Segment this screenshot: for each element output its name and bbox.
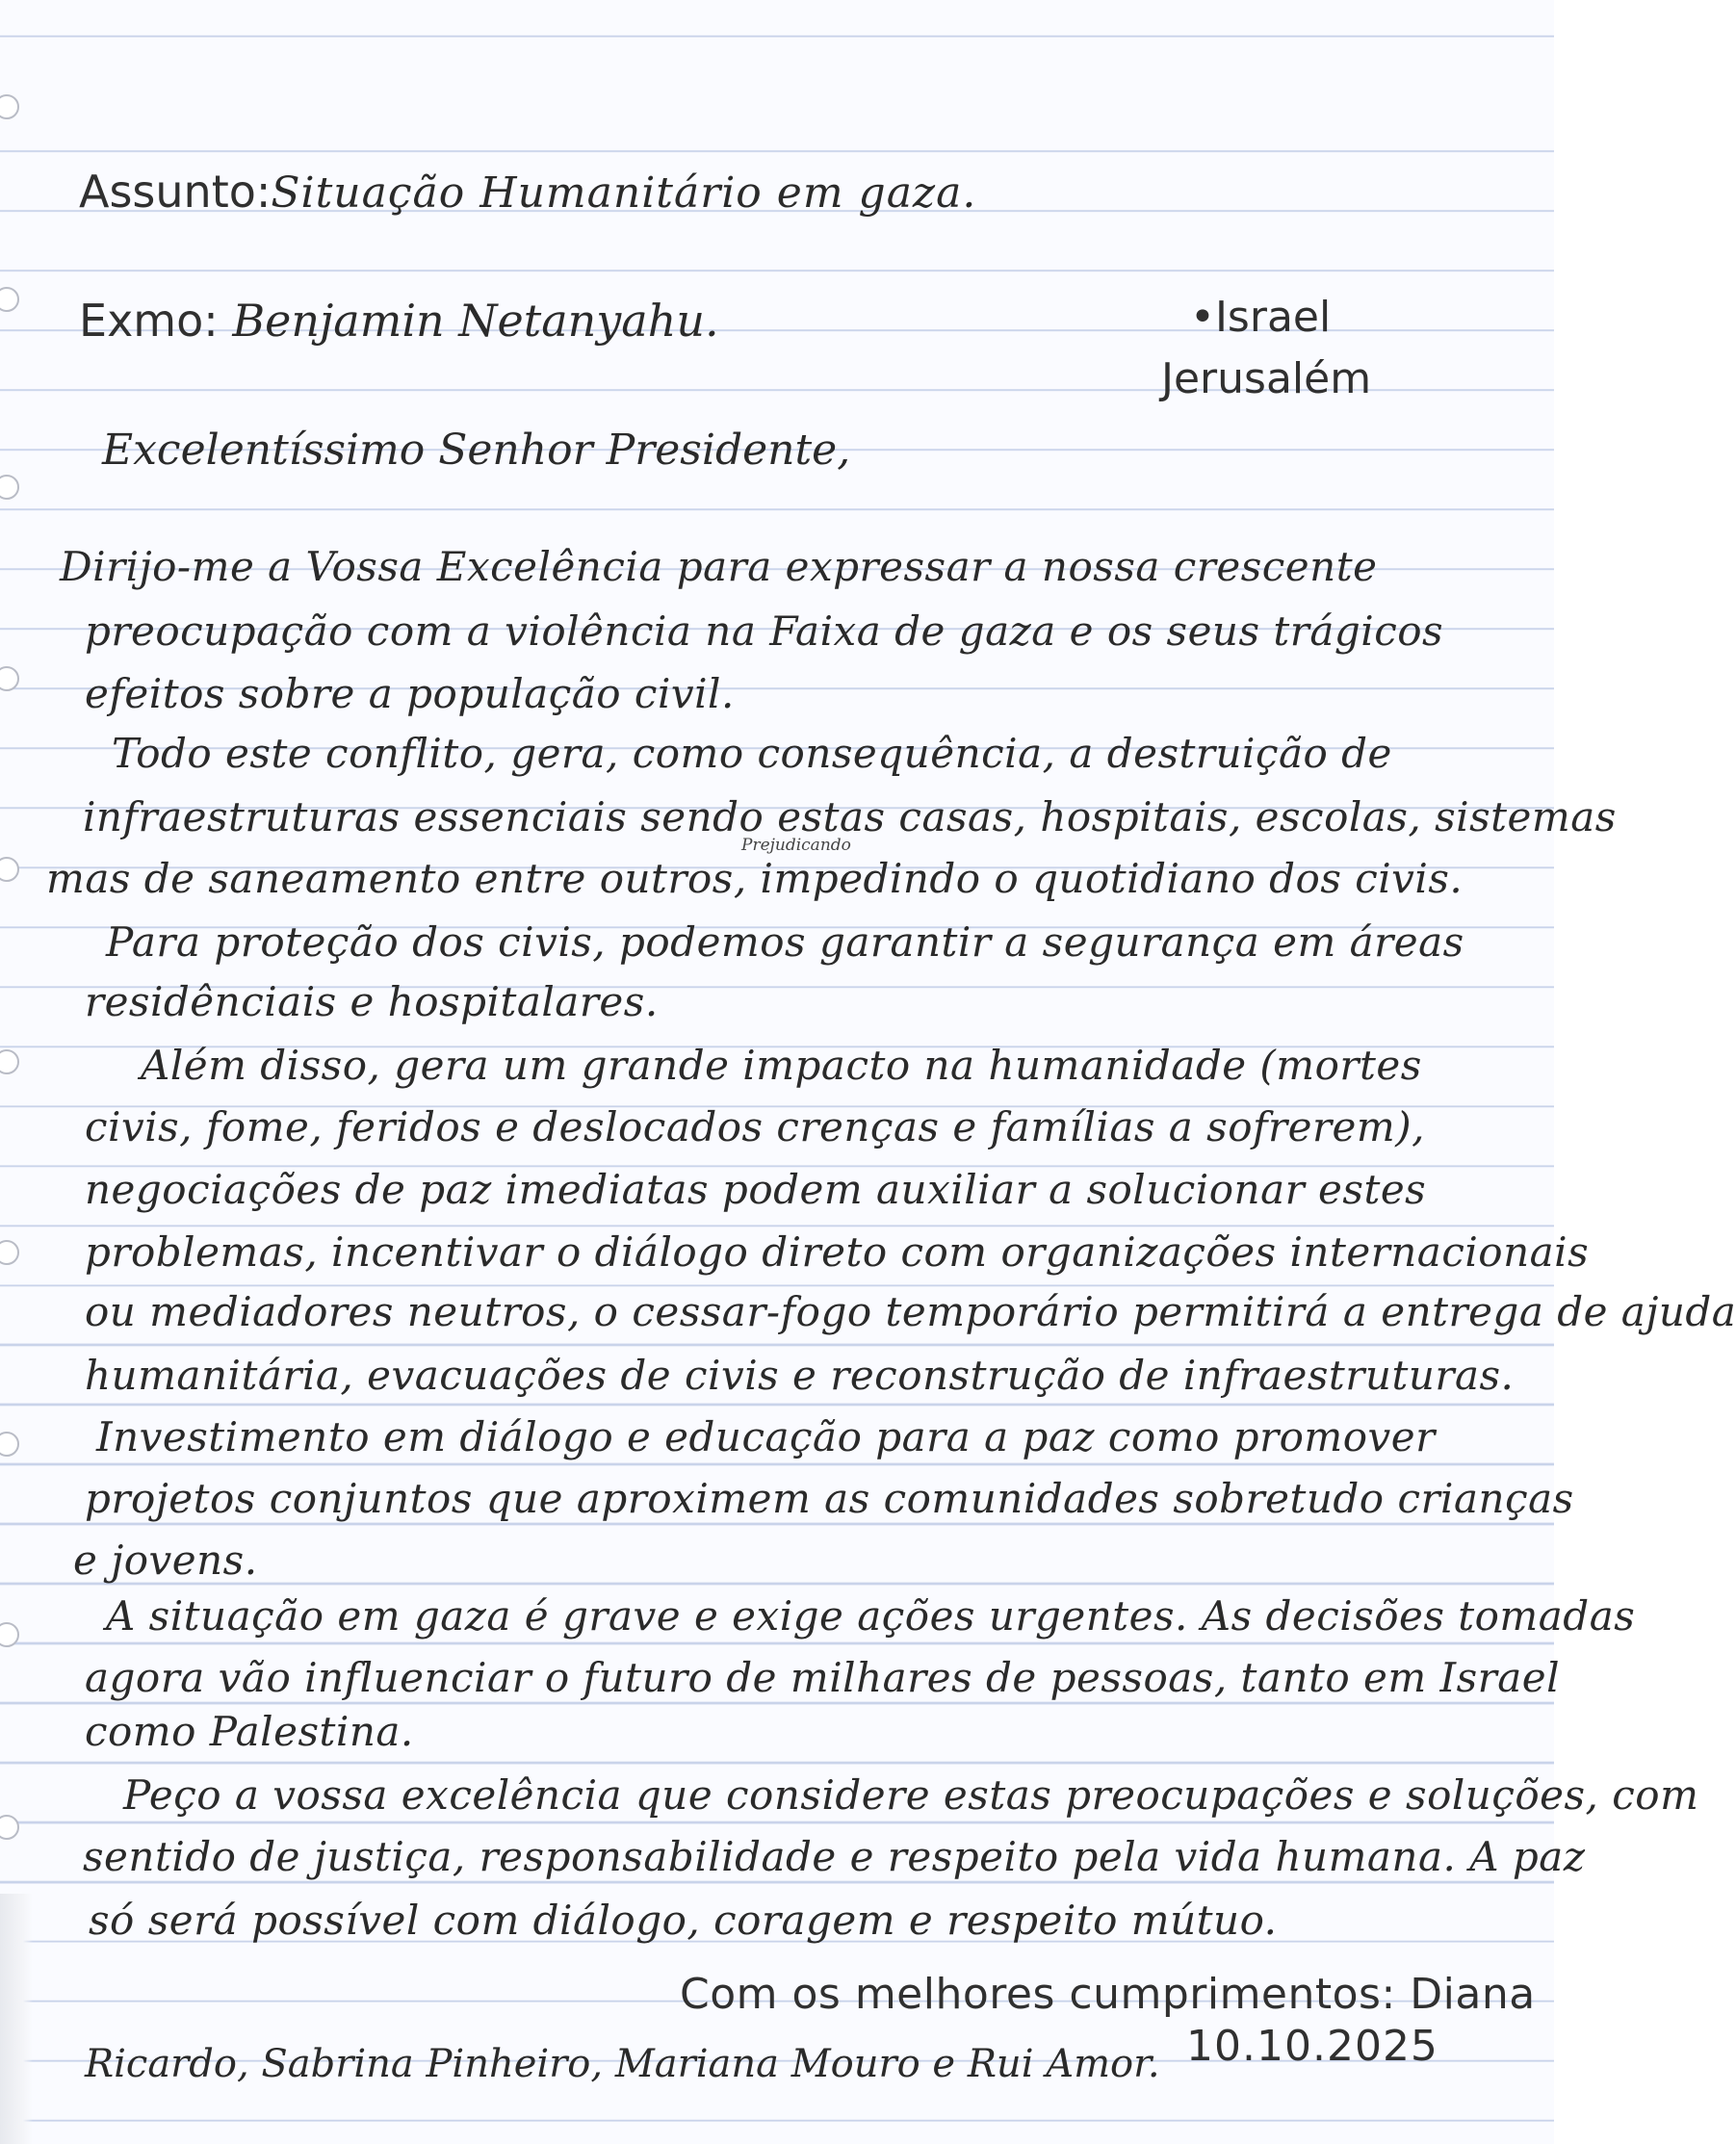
- body-line: e jovens.: [73, 1537, 258, 1584]
- signatures: Ricardo, Sabrina Pinheiro, Mariana Mouro e Rui Amor.: [85, 2042, 1160, 2086]
- recipient-name: Benjamin Netanyahu.: [232, 295, 719, 347]
- body-line: humanitária, evacuações de civis e reconstrução de infraestruturas.: [85, 1352, 1515, 1399]
- body-line: A situação em gaza é grave e exige ações urgentes. As decisões tomadas: [106, 1592, 1636, 1640]
- recipient-line: [79, 295, 719, 347]
- binder-hole: [0, 1432, 19, 1457]
- binder-hole: [0, 1815, 19, 1840]
- closing: Com os melhores cumprimentos: Diana: [680, 1970, 1536, 2019]
- body-line: efeitos sobre a população civil.: [85, 670, 735, 717]
- location-city: Jerusalém: [1161, 354, 1372, 403]
- body-line: mas de saneamento entre outros, impedindo o quotidiano dos civis.: [46, 855, 1464, 902]
- binder-hole: [0, 287, 19, 312]
- body-line: Para proteção dos civis, podemos garantir a segurança em áreas: [106, 918, 1464, 966]
- body-line: sentido de justiça, responsabilidade e respeito pela vida humana. A paz: [83, 1833, 1586, 1880]
- body-line: negociações de paz imediatas podem auxiliar a solucionar estes: [85, 1166, 1427, 1213]
- subject-line: [79, 166, 977, 218]
- insertion-note: Prejudicando: [741, 836, 851, 855]
- torn-paper-edge: [0, 1894, 33, 2144]
- body-line: infraestruturas essenciais sendo estas casas, hospitais, escolas, sistemas: [83, 793, 1617, 840]
- body-line: Peço a vossa excelência que considere estas preocupações e soluções, com: [123, 1771, 1699, 1819]
- body-line: Além disso, gera um grande impacto na humanidade (mortes: [141, 1042, 1422, 1089]
- subject-label: Assunto:: [79, 166, 272, 218]
- body-line: residênciais e hospitalares.: [85, 978, 659, 1025]
- body-line: preocupação com a violência na Faixa de gaza e os seus trágicos: [85, 607, 1444, 655]
- body-line: Investimento em diálogo e educação para a paz como promover: [96, 1413, 1436, 1460]
- body-line: projetos conjuntos que aproximem as comunidades sobretudo crianças: [85, 1475, 1574, 1522]
- body-line: só será possível com diálogo, coragem e respeito mútuo.: [89, 1897, 1278, 1944]
- body-line: Todo este conflito, gera, como consequência, a destruição de: [112, 730, 1392, 777]
- binder-hole: [0, 1622, 19, 1647]
- recipient-label: Exmo:: [79, 295, 219, 347]
- body-line: Dirijo-me a Vossa Excelência para expressar a nossa crescente: [60, 543, 1378, 590]
- body-line: ou mediadores neutros, o cessar-fogo temporário permitirá a entrega de ajuda: [85, 1288, 1736, 1335]
- binder-hole: [0, 857, 19, 882]
- body-line: civis, fome, feridos e deslocados crenças e famílias a sofrerem),: [85, 1103, 1425, 1150]
- binder-hole: [0, 1240, 19, 1265]
- binder-hole: [0, 1049, 19, 1074]
- subject-text: Situação Humanitário em gaza.: [271, 168, 977, 218]
- binder-hole: [0, 94, 19, 119]
- body-line: agora vão influenciar o futuro de milhares de pessoas, tanto em Israel: [85, 1654, 1561, 1701]
- date: 10.10.2025: [1186, 2022, 1438, 2071]
- binder-hole: [0, 475, 19, 500]
- location-country: •Israel: [1190, 293, 1332, 342]
- body-line: problemas, incentivar o diálogo direto com organizações internacionais: [85, 1228, 1590, 1276]
- body-line: como Palestina.: [85, 1708, 414, 1755]
- binder-hole: [0, 666, 19, 691]
- salutation: Excelentíssimo Senhor Presidente,: [102, 426, 851, 475]
